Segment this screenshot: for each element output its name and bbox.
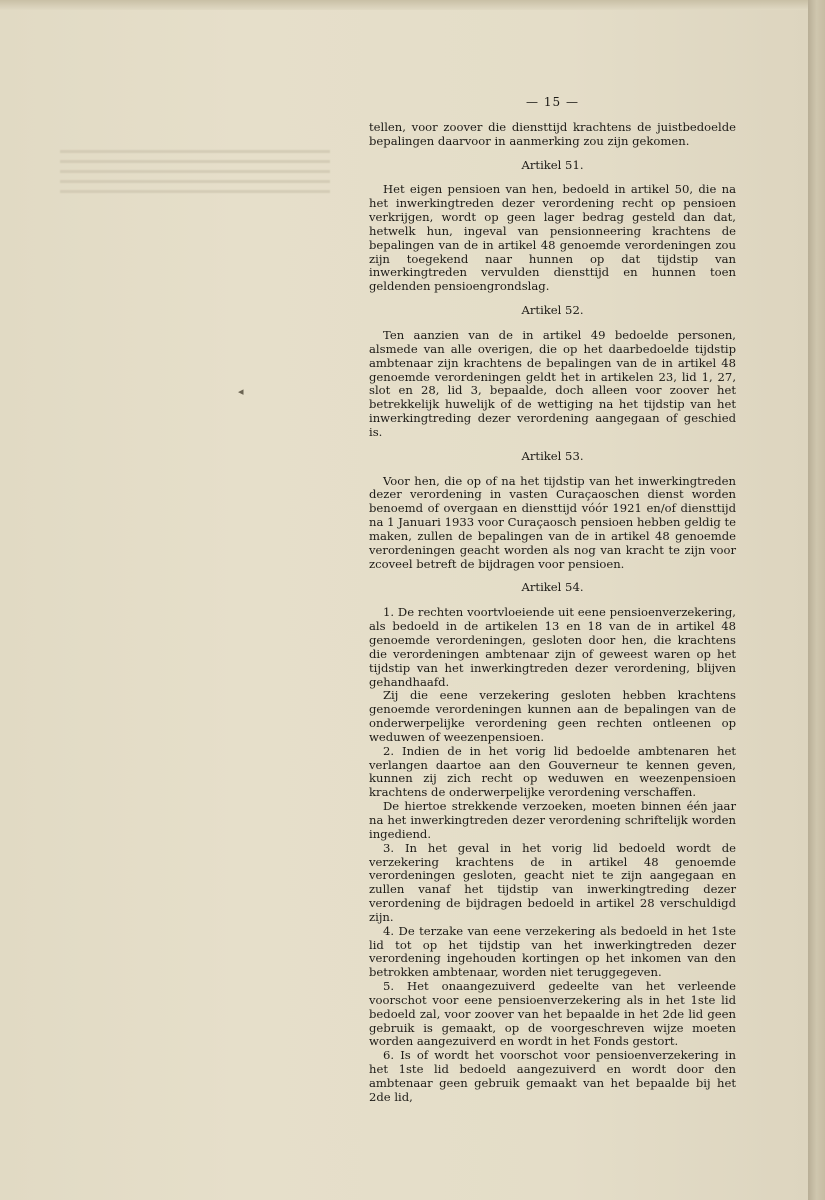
article-heading: Artikel 51. (521, 157, 584, 172)
article-paragraph: 4. De terzake van eene verzekering als bedoeld in het 1ste lid tot op het tijdstip van het inwerkingtreden dezer verordening ingehouden kortingen op het inkomen van den betrokken ambtenaar, worden niet teruggegeven. (369, 923, 736, 980)
page-edge (808, 0, 825, 1200)
page-number: — 15 — (526, 95, 579, 109)
margin-mark: ◂ (238, 385, 244, 398)
article-paragraph: 6. Is of wordt het voorschot voor pensioenverzekering in het 1ste lid bedoeld aangezuiverd en wordt door den ambtenaar geen gebruik gemaakt van het bepaalde bij het 2de lid, (369, 1048, 736, 1104)
article-heading: Artikel 54. (521, 580, 584, 595)
article-paragraph: Het eigen pensioen van hen, bedoeld in artikel 50, die na het inwerkingtreden dezer verordening recht op pensioen verkrijgen, wordt op geen lager bedrag gesteld dan dat, hetwelk hun, ingeval van pensionneering krachtens de bepalingen van de in artikel 48 genoemde verordeningen zou zijn toegekend naar hunnen op dat tijdstip van inwerkingtreden vervulden diensttijd en hunnen toen geldenden pensioengrondslag. (369, 182, 736, 294)
article-paragraph: De hiertoe strekkende verzoeken, moeten binnen één jaar na het inwerkingtreden dezer verordening schriftelijk worden ingediend. (369, 799, 736, 841)
bleed-through-text (60, 85, 350, 275)
article-heading: Artikel 53. (521, 448, 584, 463)
article-paragraph: Voor hen, die op of na het tijdstip van het inwerkingtreden dezer verordening in vasten Curaçaoschen dienst worden benoemd of overgaan en diensttijd vóór 1921 en/of diensttijd na 1 Januari 1933 voor Curaçaosch pensioen hebben geldig te maken, zullen de bepalingen van de in artikel 48 genoemde verordeningen geacht worden als nog van kracht te zijn voor zcoveel betreft de bijdragen voor pensioen. (369, 473, 736, 571)
article-paragraph: Zij die eene verzekering gesloten hebben krachtens genoemde verordeningen kunnen aan de bepalingen van de onderwerpelijke verordening geen rechten ontleenen op weduwen of weezenpensioen. (369, 688, 736, 744)
ghost-lines (60, 143, 330, 200)
article-heading: Artikel 52. (521, 303, 584, 318)
article-paragraph: Ten aanzien van de in artikel 49 bedoelde personen, alsmede van alle overigen, die op het daarbedoelde tijdstip ambtenaar zijn krachtens de bepalingen van de in artikel 48 genoemde verordeningen geldt het in artikelen 23, lid 1, 27, slot en 28, lid 3, bepaalde, doch alleen voor zoover het betrekkelijk huwelijk of de wettiging na het tijdstip van het inwerkingtreding dezer verordening aangegaan of geschied is. (369, 327, 736, 439)
article-paragraph: 3. In het geval in het vorig lid bedoeld wordt de verzekering krachtens de in artikel 48 genoemde verordeningen gesloten, geacht niet te zijn aangegaan en zullen vanaf het tijdstip van inwerkingtreding dezer verordening de bijdragen bedoeld in artikel 28 verschuldigd zijn. (369, 840, 736, 924)
opening-paragraph: tellen, voor zoover die diensttijd krachtens de juistbedoelde bepalingen daarvoor in aanmerking zou zijn gekomen. (369, 119, 736, 148)
page-top-edge (0, 0, 808, 10)
article-paragraph: 5. Het onaangezuiverd gedeelte van het verleende voorschot voor eene pensioenverzekering als in het 1ste lid bedoeld zal, voor zoover van het bepaalde in het 2de lid geen gebruik is gemaakt, op de voorgeschreven wijze moeten worden aangezuiverd en wordt in het Fonds gestort. (369, 979, 736, 1049)
page-content (369, 96, 736, 1105)
article-paragraph: 1. De rechten voortvloeiende uit eene pensioenverzekering, als bedoeld in de artikelen 13 en 18 van de in artikel 48 genoemde verordeningen, gesloten door hen, die krachtens die verordeningen ambtenaar zijn of geweest waren op het tijdstip van het inwerkingtreden dezer verordening, blijven gehandhaafd. (369, 605, 736, 689)
article-paragraph: 2. Indien de in het vorig lid bedoelde ambtenaren het verlangen daartoe aan den Gouverneur te kennen geven, kunnen zij zich recht op weduwen en weezenpensioen krachtens de onderwerpelijke verordening verschaffen. (369, 743, 736, 800)
